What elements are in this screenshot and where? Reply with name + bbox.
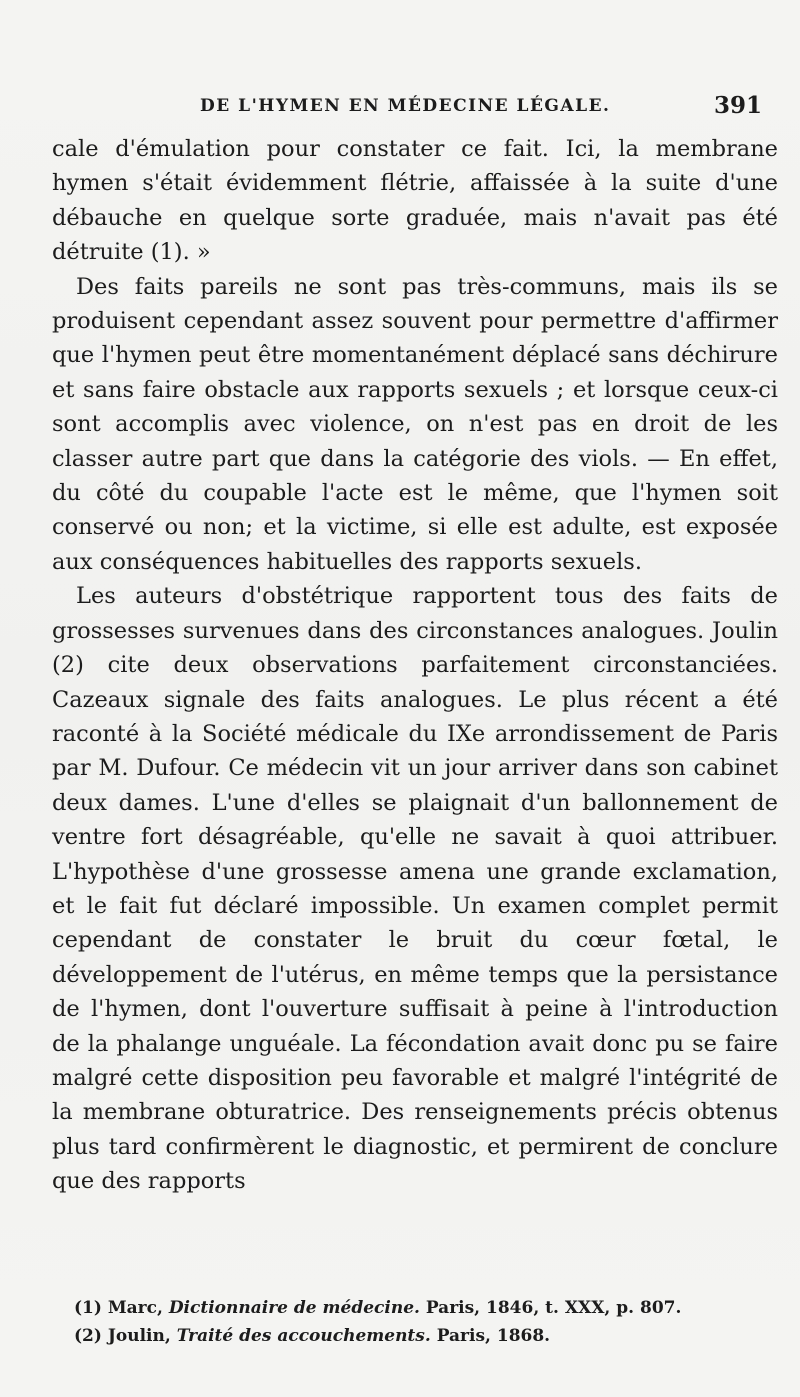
- footnote-2-title: Traité des accouchements.: [176, 1326, 431, 1346]
- footnote-2-rest: Paris, 1868.: [430, 1326, 551, 1346]
- paragraph-continuation: cale d'émulation pour constater ce fait. Ici, la membrane hymen s'était évidemment flétrie, affaissée à la suite d'une débauche en quelque sorte graduée, mais n'avait pas été détruite (1). »: [52, 136, 778, 266]
- running-head: [52, 92, 762, 124]
- footnote-1-title: Dictionnaire de médecine.: [168, 1298, 420, 1318]
- footnote-1: [52, 1294, 778, 1322]
- body-text: [52, 132, 778, 1199]
- footnote-2: [52, 1322, 778, 1350]
- running-title: DE L'HYMEN EN MÉDECINE LÉGALE.: [200, 96, 611, 116]
- footnote-1-marker: (1) Marc,: [74, 1298, 169, 1318]
- page-number: 391: [713, 92, 762, 119]
- footnote-1-rest: Paris, 1846, t. XXX, p. 807.: [419, 1298, 682, 1318]
- footnotes: [52, 1294, 778, 1350]
- paragraph-auteurs-obstetrique: Les auteurs d'obstétrique rapportent tous des faits de grossesses survenues dans des circonstances analogues. Joulin (2) cite deux observations parfaitement circonstanciées. Cazeaux signale des faits analogues. Le plus récent a été raconté à la Société médicale du IXe arrondissement de Paris par M. Dufour. Ce médecin vit un jour arriver dans son cabinet deux dames. L'une d'elles se plaignait d'un ballonnement de ventre fort désagréable, qu'elle ne savait à quoi attribuer. L'hypothèse d'une grossesse amena une grande exclamation, et le fait fut déclaré impossible. Un examen complet permit cependant de constater le bruit du cœur fœtal, le développement de l'utérus, en même temps que la persistance de l'hymen, dont l'ouverture suffisait à peine à l'introduction de la phalange unguéale. La fécondation avait donc pu se faire malgré cette disposition peu favorable et malgré l'intégrité de la membrane obturatrice. Des renseignements précis obtenus plus tard confirmèrent le diagnostic, et permirent de conclure que des rapports: [52, 583, 778, 1195]
- paragraph-faits-pareils: Des faits pareils ne sont pas très-communs, mais ils se produisent cependant assez souvent pour permettre d'affirmer que l'hymen peut être momentanément déplacé sans déchirure et sans faire obstacle aux rapports sexuels ; et lorsque ceux-ci sont accomplis avec violence, on n'est pas en droit de les classer autre part que dans la catégorie des viols. — En effet, du côté du coupable l'acte est le même, que l'hymen soit conservé ou non; et la victime, si elle est adulte, est exposée aux conséquences habituelles des rapports sexuels.: [52, 273, 778, 575]
- footnote-2-marker: (2) Joulin,: [74, 1326, 177, 1346]
